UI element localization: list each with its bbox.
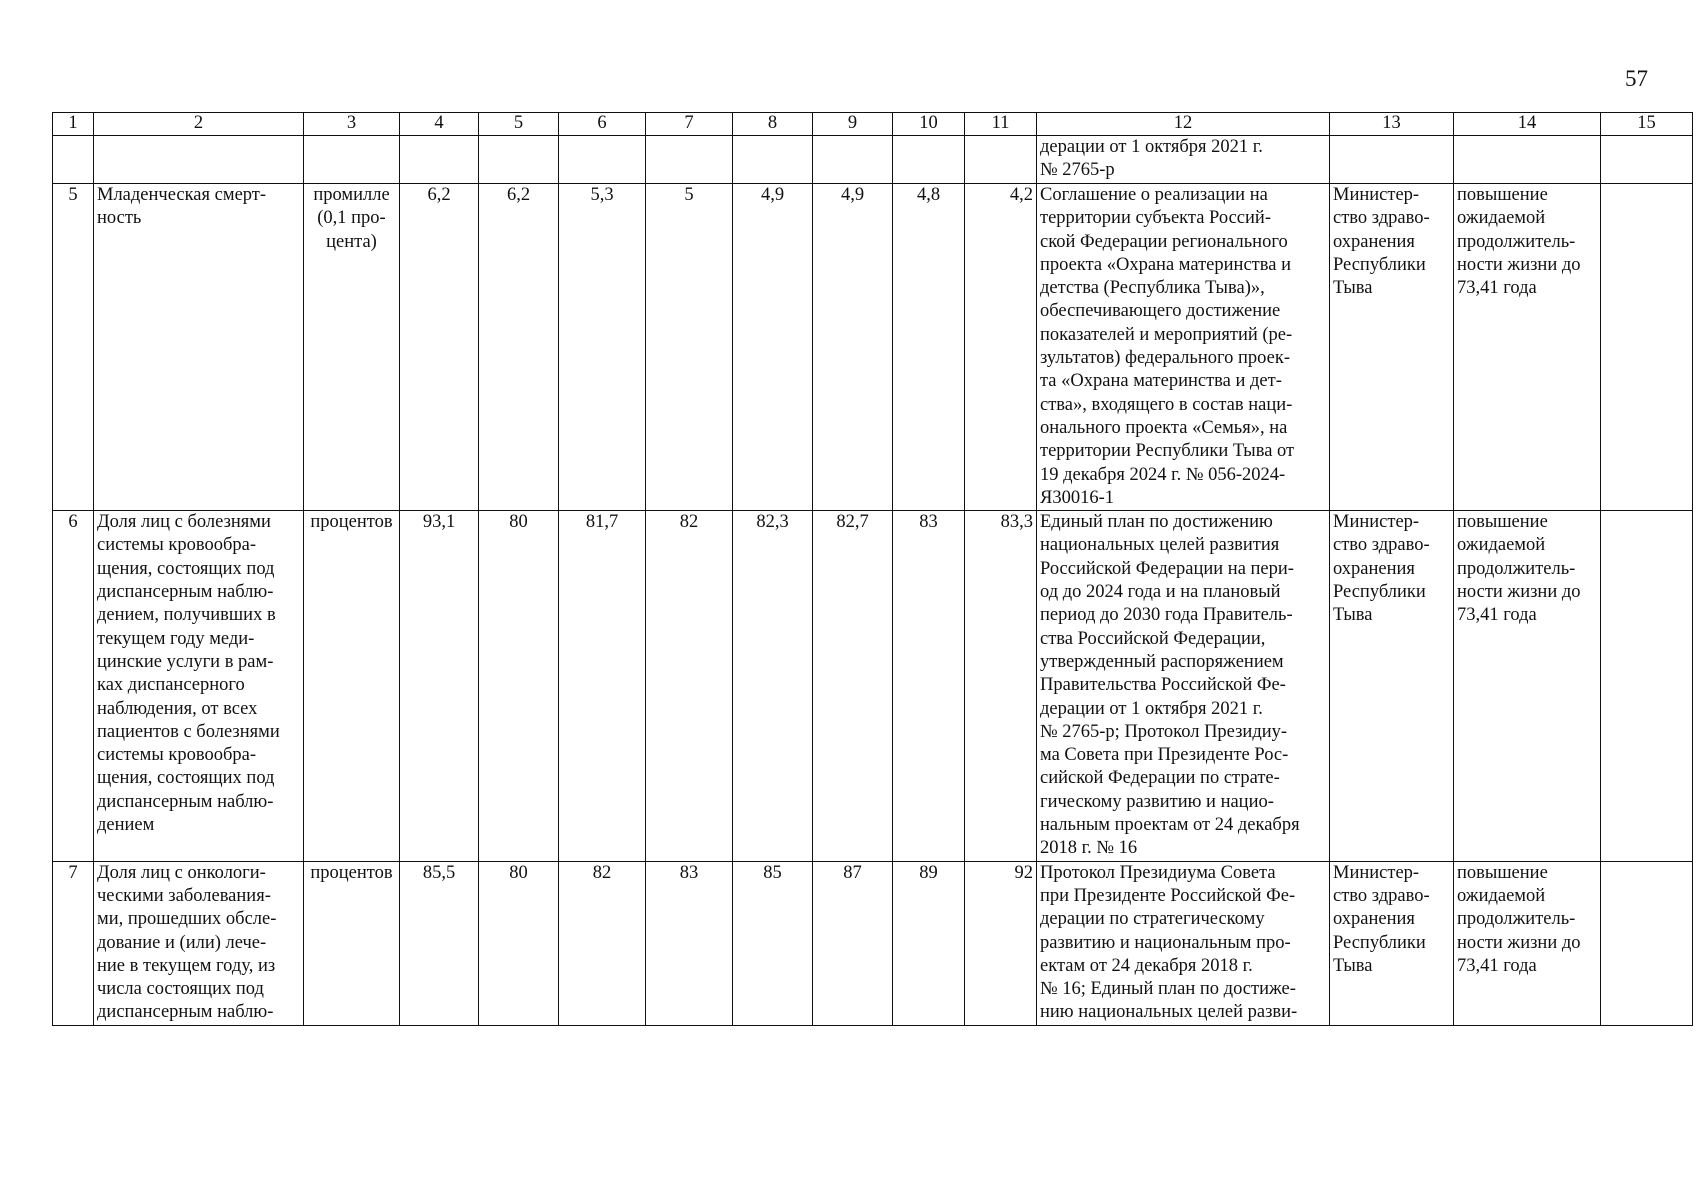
- col-header-10: 10: [893, 113, 965, 136]
- col-header-5: 5: [479, 113, 559, 136]
- goal: повышение ожидаемой продолжитель- ности жизни до 73,41 года: [1454, 861, 1601, 1025]
- col-header-4: 4: [400, 113, 479, 136]
- header-row: [53, 113, 1693, 136]
- col-header-12: 12: [1037, 113, 1330, 136]
- indicator-name: Доля лиц с онкологи- ческими заболевания- ми, прошедших обсле- дование и (или) лече- ние в текущем году, из числа состоящих под диспансерным наблю-: [94, 861, 304, 1025]
- responsible-body: Министер- ство здраво- охранения Республики Тыва: [1330, 861, 1454, 1025]
- value-col-8: 85: [733, 861, 813, 1025]
- col-header-13: 13: [1330, 113, 1454, 136]
- col-header-2: 2: [94, 113, 304, 136]
- unit: промилле (0,1 про- цента): [304, 184, 400, 511]
- value-col-8: 82,3: [733, 511, 813, 861]
- value-col-11: 83,3: [965, 511, 1037, 861]
- table-row-6: [53, 511, 1693, 861]
- row-number: 7: [53, 861, 94, 1025]
- value-col-4: 93,1: [400, 511, 479, 861]
- value-col-4: 6,2: [400, 184, 479, 511]
- value-col-6: 5,3: [559, 184, 646, 511]
- table-row-7: [53, 861, 1693, 1025]
- continuation-document: дерации от 1 октября 2021 г. № 2765-р: [1037, 136, 1330, 184]
- value-col-10: 89: [893, 861, 965, 1025]
- page-number: 57: [1625, 66, 1648, 91]
- table-row-5: [53, 184, 1693, 511]
- value-col-5: 80: [479, 511, 559, 861]
- value-col-7: 5: [646, 184, 733, 511]
- col-15-cell: [1601, 184, 1693, 511]
- unit: процентов: [304, 861, 400, 1025]
- indicators-table: [52, 112, 1693, 1026]
- responsible-body: Министер- ство здраво- охранения Республики Тыва: [1330, 184, 1454, 511]
- value-col-8: 4,9: [733, 184, 813, 511]
- continuation-row: [53, 136, 1693, 184]
- document-basis: Соглашение о реализации на территории субъекта Россий- ской Федерации регионального проекта «Охрана материнства и детства (Республика Тыва)», обеспечивающего достижение показателей и мероприятий (ре- зультатов) федерального проек- та «Охрана материнства и дет- ства», входящего в состав наци- онального проекта «Семья», на территории Республики Тыва от 19 декабря 2024 г. № 056-2024- Я30016-1: [1037, 184, 1330, 511]
- value-col-9: 87: [813, 861, 893, 1025]
- col-15-cell: [1601, 511, 1693, 861]
- col-header-14: 14: [1454, 113, 1601, 136]
- col-15-cell: [1601, 861, 1693, 1025]
- row-number: 6: [53, 511, 94, 861]
- value-col-7: 82: [646, 511, 733, 861]
- value-col-9: 82,7: [813, 511, 893, 861]
- col-header-7: 7: [646, 113, 733, 136]
- value-col-11: 4,2: [965, 184, 1037, 511]
- goal: повышение ожидаемой продолжитель- ности жизни до 73,41 года: [1454, 511, 1601, 861]
- value-col-6: 81,7: [559, 511, 646, 861]
- col-header-1: 1: [53, 113, 94, 136]
- value-col-10: 4,8: [893, 184, 965, 511]
- document-basis: Единый план по достижению национальных целей развития Российской Федерации на пери- од до 2024 года и на плановый период до 2030 года Правитель- ства Российской Федерации, утвержденный распоряжением Правительства Российской Фе- дерации от 1 октября 2021 г. № 2765-р; Протокол Президиу- ма Совета при Президенте Рос- сийской Федерации по страте- гическому развитию и нацио- нальным проектам от 24 декабря 2018 г. № 16: [1037, 511, 1330, 861]
- value-col-5: 6,2: [479, 184, 559, 511]
- value-col-4: 85,5: [400, 861, 479, 1025]
- value-col-10: 83: [893, 511, 965, 861]
- goal: повышение ожидаемой продолжитель- ности жизни до 73,41 года: [1454, 184, 1601, 511]
- value-col-5: 80: [479, 861, 559, 1025]
- col-header-11: 11: [965, 113, 1037, 136]
- col-header-3: 3: [304, 113, 400, 136]
- responsible-body: Министер- ство здраво- охранения Республики Тыва: [1330, 511, 1454, 861]
- col-header-15: 15: [1601, 113, 1693, 136]
- row-number: 5: [53, 184, 94, 511]
- col-header-9: 9: [813, 113, 893, 136]
- col-header-6: 6: [559, 113, 646, 136]
- col-header-8: 8: [733, 113, 813, 136]
- indicator-name: Младенческая смерт- ность: [94, 184, 304, 511]
- document-basis: Протокол Президиума Совета при Президенте Российской Фе- дерации по стратегическому развитию и национальным про- ектам от 24 декабря 2018 г. № 16; Единый план по достиже- нию национальных целей разви-: [1037, 861, 1330, 1025]
- value-col-6: 82: [559, 861, 646, 1025]
- value-col-9: 4,9: [813, 184, 893, 511]
- unit: процентов: [304, 511, 400, 861]
- value-col-11: 92: [965, 861, 1037, 1025]
- value-col-7: 83: [646, 861, 733, 1025]
- indicator-name: Доля лиц с болезнями системы кровообра- щения, состоящих под диспансерным наблю- дением, получивших в текущем году меди- цинские услуги в рам- ках диспансерного наблюдения, от всех пациентов с болезнями системы кровообра- щения, состоящих под диспансерным наблю- дением: [94, 511, 304, 861]
